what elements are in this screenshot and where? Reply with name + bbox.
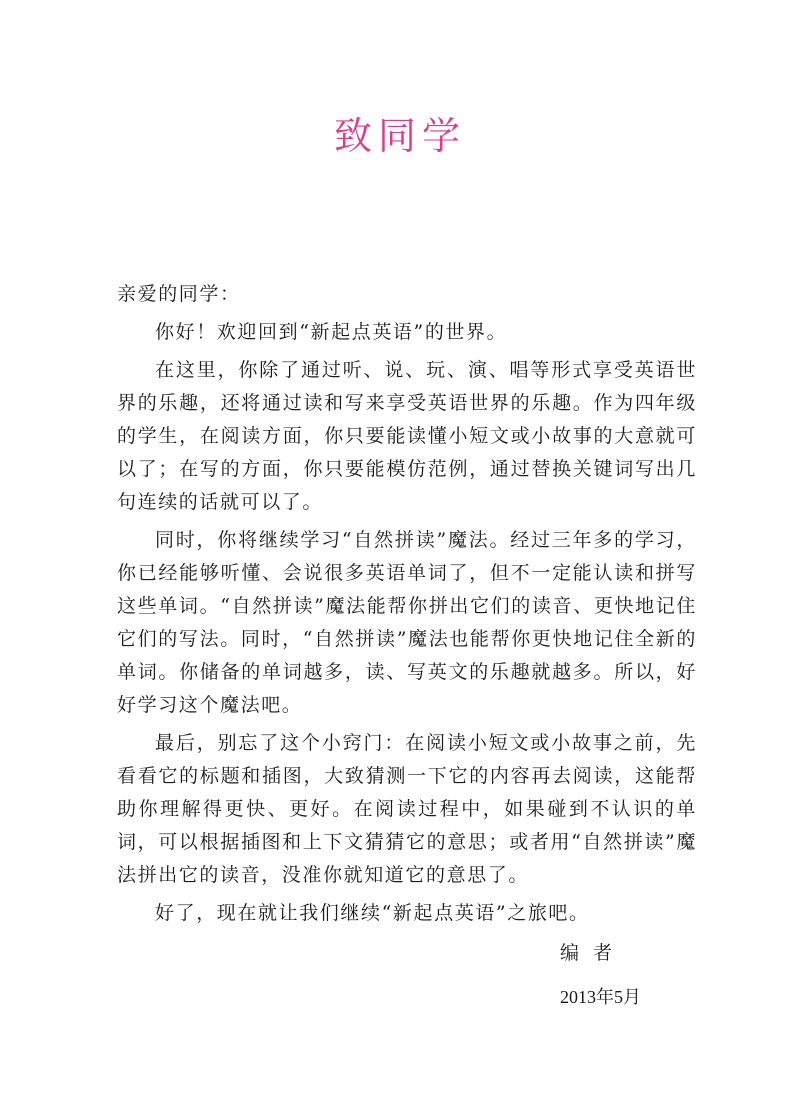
paragraph-tips: 最后，别忘了这个小窍门：在阅读小短文或小故事之前，先看看它的标题和插图，大致猜测一下它的内容再去阅读，这能帮助你理解得更快、更好。在阅读过程中，如果碰到不认识的单词，可以根据插图和上下文猜猜它的意思；或者用“自然拼读”魔法拼出它的读音，没准你就知道它的意思了。 <box>117 732 698 886</box>
signature: 编者 <box>560 942 627 964</box>
paragraph-closing: 好了，现在就让我们继续“新起点英语”之旅吧。 <box>155 902 590 924</box>
salutation: 亲爱的同学： <box>117 283 241 305</box>
letter-body <box>117 278 697 935</box>
paragraph-reading-writing: 在这里，你除了通过听、说、玩、演、唱等形式享受英语世界的乐趣，还将通过读和写来享受英语世界的乐趣。作为四年级的学生，在阅读方面，你只要能读懂小短文或小故事的大意就可以了；在写的方面，你只要能模仿范例，通过替换关键词写出几句连续的话就可以了。 <box>117 359 697 513</box>
date: 2013年5月 <box>560 987 641 1007</box>
page-title: 致同学 <box>333 114 466 158</box>
paragraph-greeting: 你好！欢迎回到“新起点英语”的世界。 <box>155 321 508 343</box>
paragraph-phonics: 同时，你将继续学习“自然拼读”魔法。经过三年多的学习，你已经能够听懂、会说很多英语单词了，但不一定能认读和拼写这些单词。“自然拼读”魔法能帮你拼出它们的读音、更快地记住它们的写法。同时，“自然拼读”魔法也能帮你更快地记住全新的单词。你储备的单词越多，读、写英文的乐趣就越多。所以，好好学习这个魔法吧。 <box>117 529 697 716</box>
